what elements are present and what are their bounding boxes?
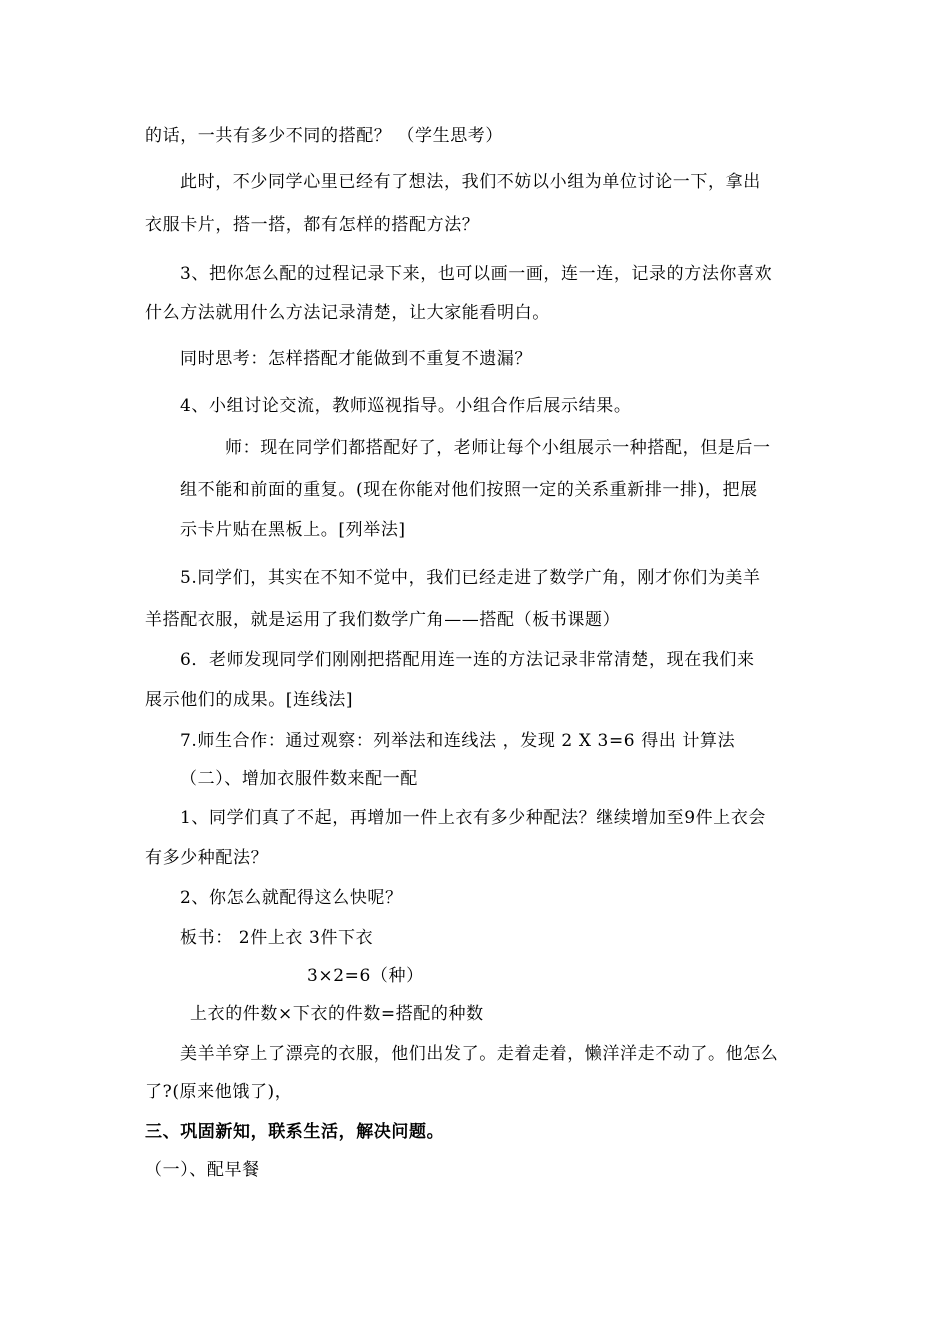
text-line: 2、你怎么就配得这么快呢？ xyxy=(180,888,403,908)
text-line: 的话，一共有多少不同的搭配？ （学生思考） xyxy=(145,126,504,146)
text-line: 有多少种配法？ xyxy=(145,848,269,868)
text-line: （二）、增加衣服件数来配一配 xyxy=(180,769,418,789)
text-line: 了?(原来他饿了)， xyxy=(145,1082,293,1102)
text-line: 板书： 2件上衣 3件下衣 xyxy=(180,928,374,948)
subsection-heading: （一）、配早餐 xyxy=(145,1160,260,1180)
text-line: 美羊羊穿上了漂亮的衣服，他们出发了。走着走着，懒洋洋走不动了。他怎么 xyxy=(180,1044,779,1064)
text-line: 3×2=6（种） xyxy=(307,966,424,986)
text-line: 示卡片贴在黑板上。[列举法] xyxy=(180,520,406,540)
text-line: 什么方法就用什么方法记录清楚，让大家能看明白。 xyxy=(145,303,550,323)
text-line: 4、小组讨论交流，教师巡视指导。小组合作后展示结果。 xyxy=(180,396,632,416)
text-line: 3、把你怎么配的过程记录下来，也可以画一画，连一连，记录的方法你喜欢 xyxy=(180,264,773,284)
text-line: 衣服卡片，搭一搭，都有怎样的搭配方法？ xyxy=(145,215,480,235)
text-line: 同时思考：怎样搭配才能做到不重复不遗漏？ xyxy=(180,349,532,369)
text-line: 5.同学们，其实在不知不觉中，我们已经走进了数学广角，刚才你们为美羊 xyxy=(180,568,761,588)
text-line: 此时，不少同学心里已经有了想法，我们不妨以小组为单位讨论一下，拿出 xyxy=(180,172,761,192)
text-line: 组不能和前面的重复。(现在你能对他们按照一定的关系重新排一排)，把展 xyxy=(180,480,758,500)
text-line: 展示他们的成果。[连线法] xyxy=(145,690,354,710)
text-line: 7.师生合作：通过观察：列举法和连线法 ，发现 2 X 3=6 得出 计算法 xyxy=(180,731,736,751)
text-line: 6．老师发现同学们刚刚把搭配用连一连的方法记录非常清楚，现在我们来 xyxy=(180,650,755,670)
text-line: 上衣的件数×下衣的件数=搭配的种数 xyxy=(190,1004,484,1024)
text-line: 师：现在同学们都搭配好了，老师让每个小组展示一种搭配，但是后一 xyxy=(225,438,771,458)
section-heading: 三、巩固新知，联系生活，解决问题。 xyxy=(145,1122,445,1142)
text-line: 1、同学们真了不起，再增加一件上衣有多少种配法？继续增加至9件上衣会 xyxy=(180,808,767,828)
text-line: 羊搭配衣服，就是运用了我们数学广角——搭配（板书课题） xyxy=(145,610,621,630)
